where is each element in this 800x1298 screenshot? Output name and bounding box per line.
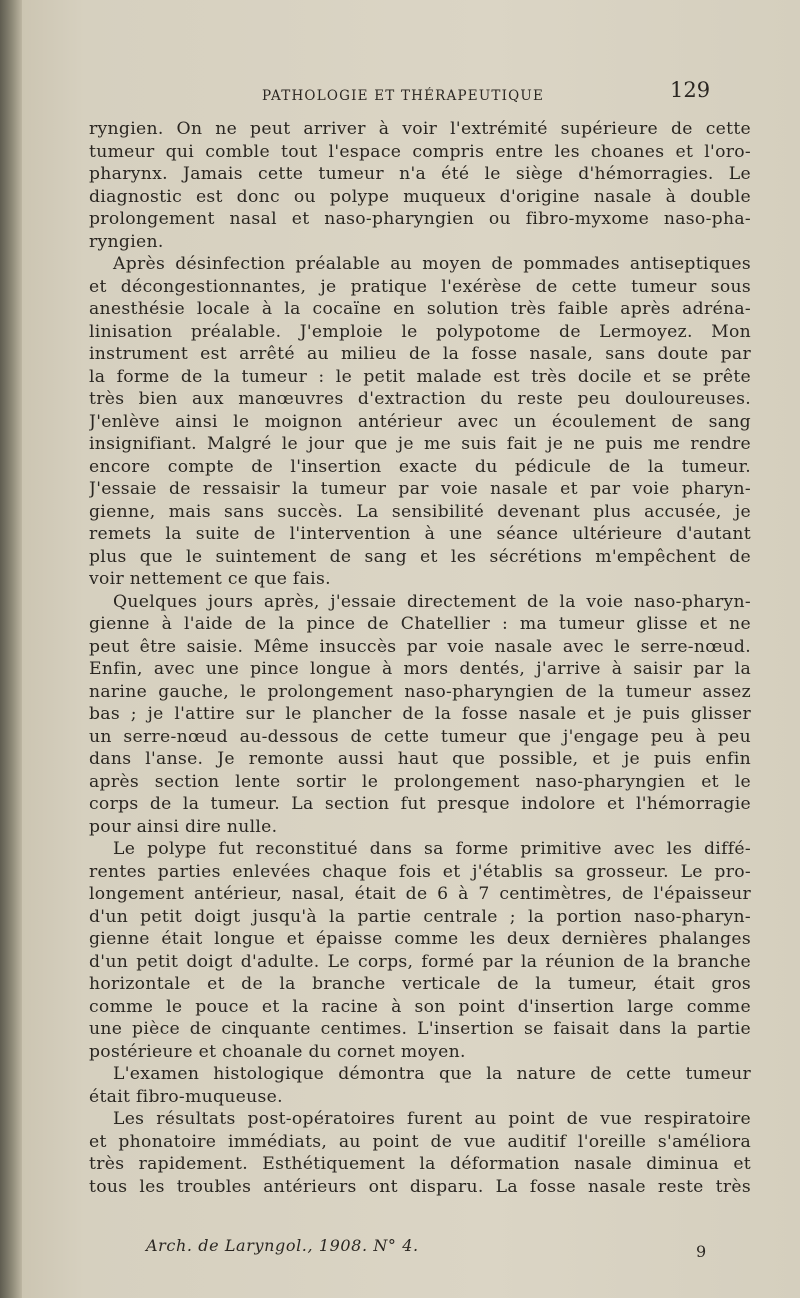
running-title: PATHOLOGIE ET THÉRAPEUTIQUE [262,88,545,104]
text-line: pour ainsi dire nulle. [89,816,278,837]
text-line: remets la suite de l'intervention à une séance ultérieure d'autant [89,524,751,544]
text-line: gienne, mais sans succès. La sensibilité devenant plus accusée, je [89,501,751,522]
paragraph [89,253,751,591]
text-line: J'enlève ainsi le moignon antérieur avec un écoulement de sang [89,411,751,432]
text-line: linisation préalable. J'emploie le polypotome de Lermoyez. Mon [89,321,751,342]
text-line: d'un petit doigt jusqu'à la partie centrale ; la portion naso-pharyn- [89,906,751,927]
page-footer [22,1236,800,1266]
text-line: gienne était longue et épaisse comme les deux dernières phalanges [89,929,751,949]
text-line: comme le pouce et la racine à son point d'insertion large comme [89,996,751,1017]
text-line: narine gauche, le prolongement naso-pharyngien de la tumeur assez [89,681,751,702]
paragraph [89,838,751,1063]
text-line: peut être saisie. Même insuccès par voie nasale avec le serre-nœud. [89,636,751,657]
book-binding-edge [0,0,22,1298]
text-line: Le polype fut reconstitué dans sa forme primitive avec les diffé- [113,839,751,859]
text-line: longement antérieur, nasal, était de 6 à 7 centimètres, de l'épaisseur [89,884,751,904]
body-text [89,118,751,1198]
text-line: ryngien. [89,231,164,252]
text-line: très bien aux manœuvres d'extraction du reste peu douloureuses. [89,389,751,409]
text-line: Les résultats post-opératoires furent au point de vue respiratoire [113,1109,751,1129]
text-line: un serre-nœud au-dessous de cette tumeur que j'engage peu à peu [89,726,751,747]
text-line: diagnostic est donc ou polype muqueux d'origine nasale à double [89,186,751,207]
text-line: la forme de la tumeur : le petit malade est très docile et se prête [89,366,751,387]
text-line: et décongestionnantes, je pratique l'exérèse de cette tumeur sous [89,276,751,297]
text-line: rentes parties enlevées chaque fois et j'établis sa grosseur. Le pro- [89,861,751,882]
text-line: anesthésie locale à la cocaïne en solution très faible après adréna- [89,299,751,319]
text-line: très rapidement. Esthétiquement la déformation nasale diminua et [89,1154,751,1174]
text-line: encore compte de l'insertion exacte du pédicule de la tumeur. [89,456,751,477]
paragraph [89,591,751,839]
text-line: tumeur qui comble tout l'espace compris entre les choanes et l'oro- [89,141,751,162]
text-line: postérieure et choanale du cornet moyen. [89,1041,466,1062]
text-line: une pièce de cinquante centimes. L'insertion se faisait dans la partie [89,1019,751,1039]
text-line: L'examen histologique démontra que la nature de cette tumeur [113,1064,751,1084]
text-line: d'un petit doigt d'adulte. Le corps, formé par la réunion de la branche [89,951,751,972]
text-line: ryngien. On ne peut arriver à voir l'extrémité supérieure de cette [89,119,751,139]
text-line: pharynx. Jamais cette tumeur n'a été le siège d'hémorragies. Le [89,164,751,184]
text-line: Quelques jours après, j'essaie directement de la voie naso-pharyn- [113,591,751,612]
page-number: 129 [670,78,711,102]
paragraph [89,1063,751,1108]
paragraph [89,1108,751,1198]
text-line: après section lente sortir le prolongement naso-pharyngien et le [89,771,751,792]
text-line: horizontale et de la branche verticale de la tumeur, était gros [89,974,751,994]
text-line: Après désinfection préalable au moyen de pommades antiseptiques [113,254,751,274]
paragraph [89,118,751,253]
book-page [22,0,800,1298]
text-line: insignifiant. Malgré le jour que je me suis fait je ne puis me rendre [89,434,751,454]
text-line: plus que le suintement de sang et les sécrétions m'empêchent de [89,546,751,567]
text-line: instrument est arrêté au milieu de la fosse nasale, sans doute par [89,344,751,364]
text-line: bas ; je l'attire sur le plancher de la fosse nasale et je puis glisser [89,704,751,724]
page-header [22,78,800,108]
text-line: était fibro-muqueuse. [89,1086,283,1107]
journal-citation: Arch. de Laryngol., 1908. N° 4. [146,1236,419,1255]
signature-mark: 9 [696,1242,707,1261]
text-line: J'essaie de ressaisir la tumeur par voie nasale et par voie pharyn- [89,479,751,499]
text-line: tous les troubles antérieurs ont disparu. La fosse nasale reste très [89,1176,751,1197]
text-line: et phonatoire immédiats, au point de vue auditif l'oreille s'améliora [89,1131,751,1152]
text-line: corps de la tumeur. La section fut presque indolore et l'hémorragie [89,794,751,814]
text-line: dans l'anse. Je remonte aussi haut que possible, et je puis enfin [89,749,751,769]
text-line: Enfin, avec une pince longue à mors dentés, j'arrive à saisir par la [89,659,751,679]
text-line: voir nettement ce que fais. [89,569,331,589]
text-line: prolongement nasal et naso-pharyngien ou fibro-myxome naso-pha- [89,209,751,229]
text-line: gienne à l'aide de la pince de Chatellier : ma tumeur glisse et ne [89,614,751,634]
